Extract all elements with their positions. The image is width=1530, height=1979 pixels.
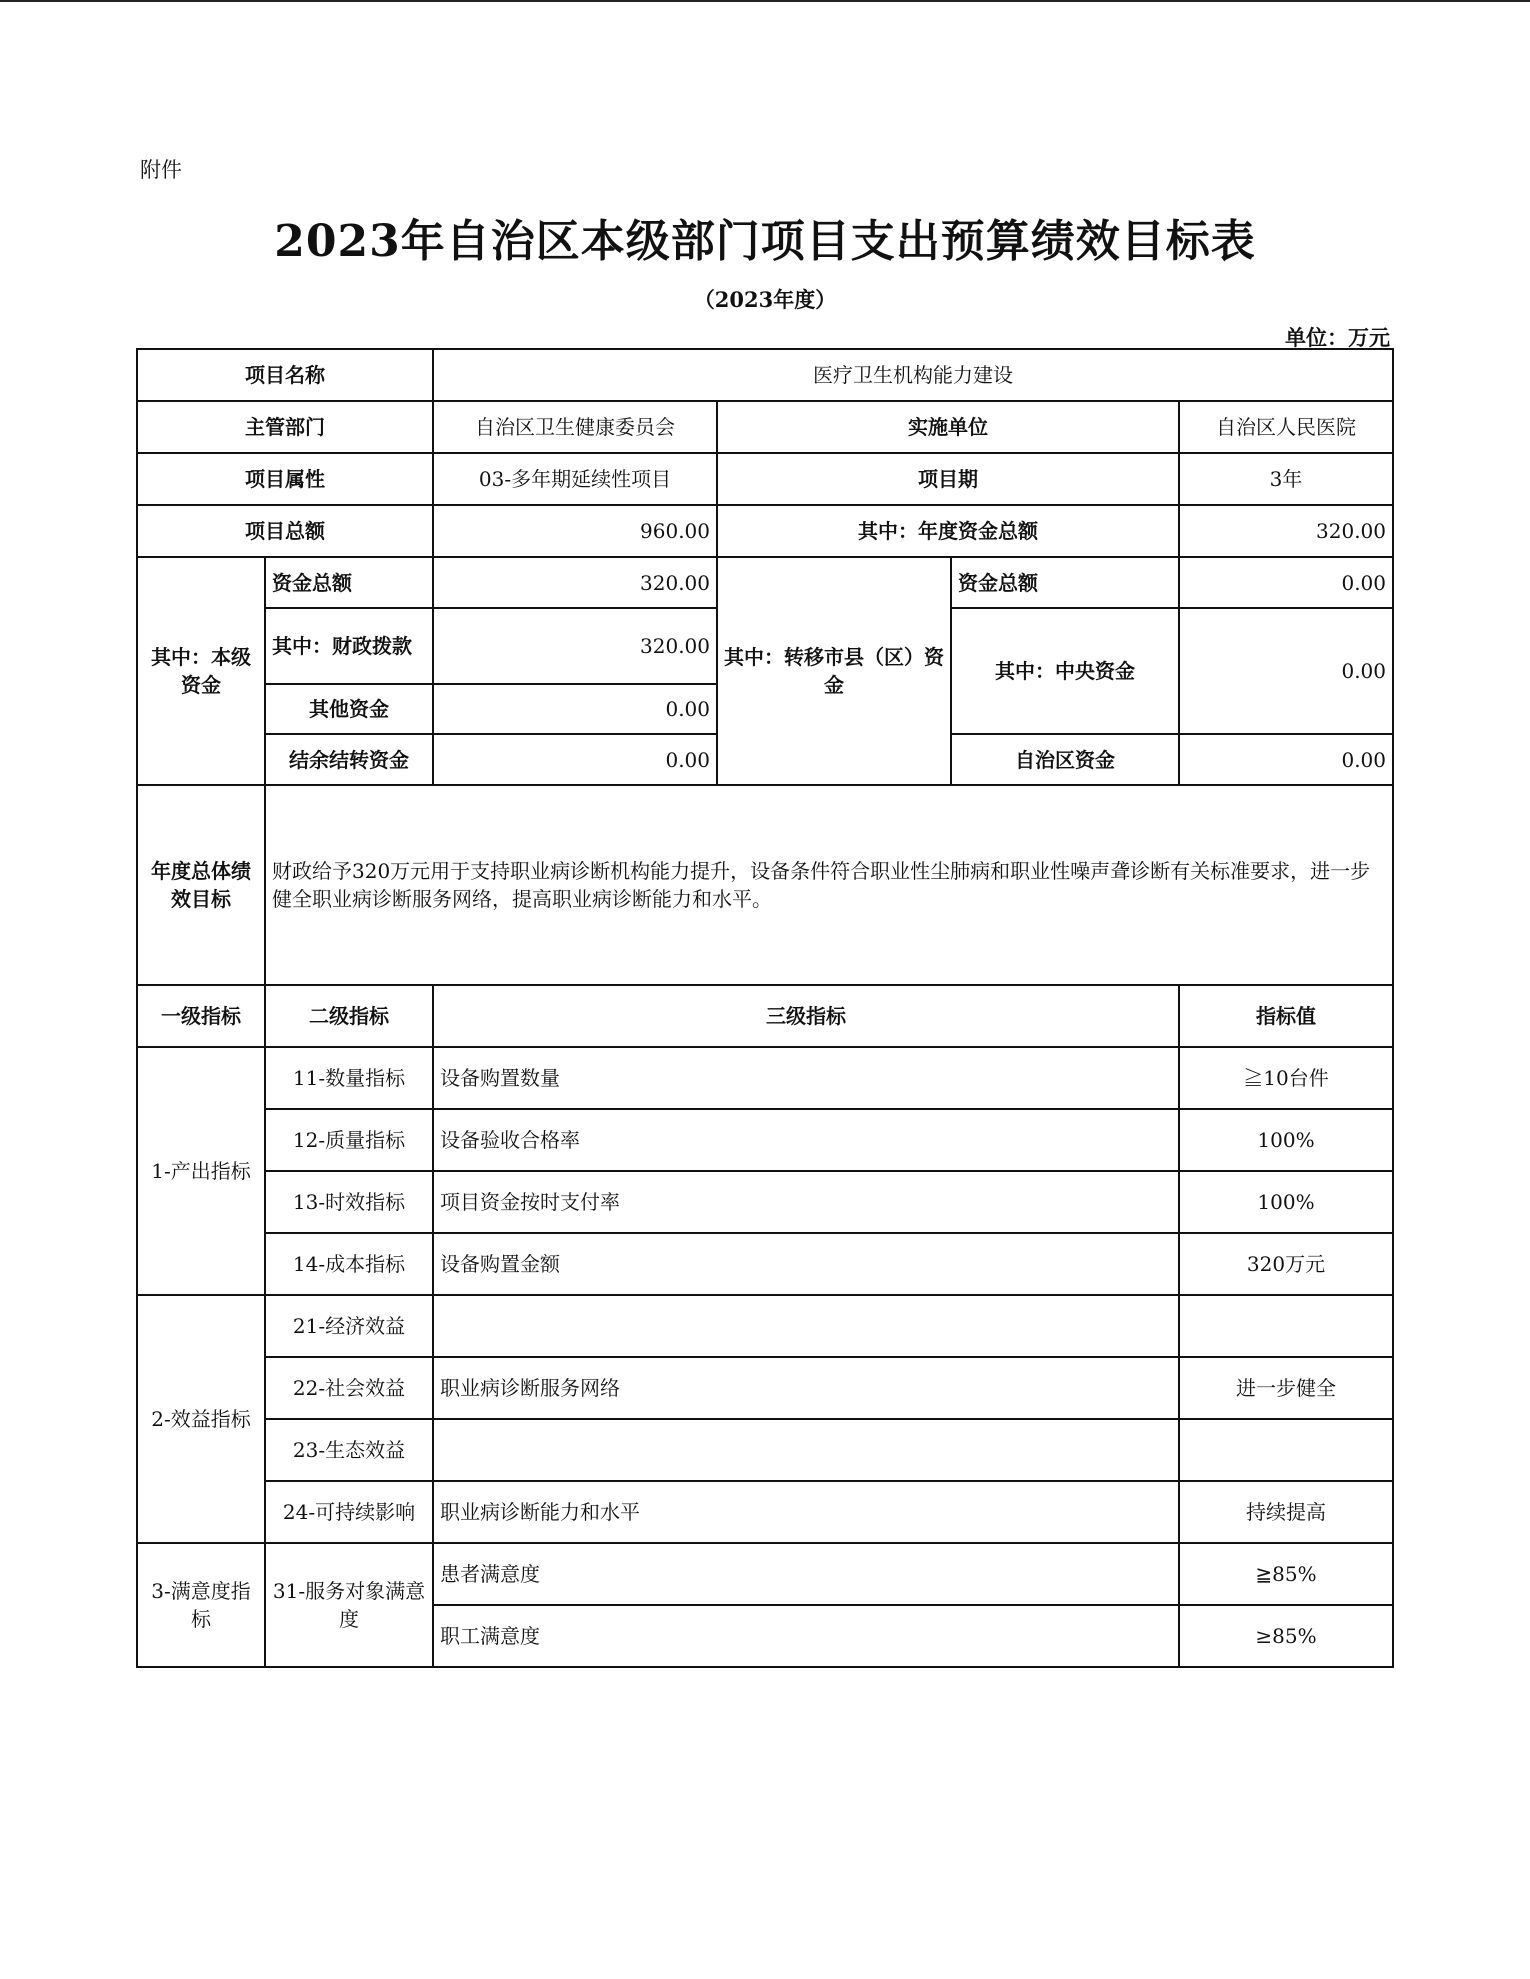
transfer-total-value: 0.00: [1179, 557, 1393, 608]
level2-cell: 13-时效指标: [265, 1171, 433, 1233]
row-attribute: [137, 453, 1393, 505]
level2-cell: 24-可持续影响: [265, 1481, 433, 1543]
row-funds-1: [137, 557, 1393, 608]
level1-header: 一级指标: [137, 985, 265, 1047]
benefit-indicator-label: 2-效益指标: [137, 1295, 265, 1543]
annual-goal-text: 财政给予320万元用于支持职业病诊断机构能力提升，设备条件符合职业性尘肺病和职业性噪声聋诊断有关标准要求，进一步健全职业病诊断服务网络，提高职业病诊断能力和水平。: [265, 785, 1393, 985]
indicator-header-row: [137, 985, 1393, 1047]
attr-label: 项目属性: [137, 453, 433, 505]
level2-cell: 23-生态效益: [265, 1419, 433, 1481]
table-row: [137, 1233, 1393, 1295]
row-annual-goal: [137, 785, 1393, 985]
level3-cell: 项目资金按时支付率: [433, 1171, 1179, 1233]
carryover-label: 结余结转资金: [265, 734, 433, 785]
level3-cell: 设备购置金额: [433, 1233, 1179, 1295]
satisfaction-indicator-label: 3-满意度指标: [137, 1543, 265, 1667]
value-cell: 320万元: [1179, 1233, 1393, 1295]
value-cell: [1179, 1419, 1393, 1481]
annual-label: 其中：年度资金总额: [717, 505, 1179, 557]
attachment-label: 附件: [140, 158, 182, 182]
impl-value: 自治区人民医院: [1179, 401, 1393, 453]
level3-cell: 患者满意度: [433, 1543, 1179, 1605]
impl-label: 实施单位: [717, 401, 1179, 453]
level3-cell: 设备验收合格率: [433, 1109, 1179, 1171]
transfer-funds-group-label: 其中：转移市县（区）资金: [717, 557, 951, 785]
local-total-value: 320.00: [433, 557, 717, 608]
year-subtitle: （2023年度）: [693, 287, 837, 312]
value-cell: 100%: [1179, 1171, 1393, 1233]
level2-cell: 22-社会效益: [265, 1357, 433, 1419]
central-label: 其中：中央资金: [951, 608, 1179, 734]
level3-header: 三级指标: [433, 985, 1179, 1047]
project-name-label: 项目名称: [137, 349, 433, 401]
value-header: 指标值: [1179, 985, 1393, 1047]
attr-value: 03-多年期延续性项目: [433, 453, 717, 505]
value-cell: 100%: [1179, 1109, 1393, 1171]
value-cell: [1179, 1295, 1393, 1357]
fiscal-value: 320.00: [433, 608, 717, 684]
level3-cell: 职工满意度: [433, 1605, 1179, 1667]
other-funds-value: 0.00: [433, 684, 717, 734]
dept-label: 主管部门: [137, 401, 433, 453]
other-funds-label: 其他资金: [265, 684, 433, 734]
page-title: 2023年自治区本级部门项目支出预算绩效目标表: [274, 216, 1256, 267]
level3-cell: 设备购置数量: [433, 1047, 1179, 1109]
value-cell: ≧10台件: [1179, 1047, 1393, 1109]
region-funds-label: 自治区资金: [951, 734, 1179, 785]
transfer-total-label: 资金总额: [951, 557, 1179, 608]
table-row: [137, 1047, 1393, 1109]
level2-cell: 21-经济效益: [265, 1295, 433, 1357]
local-total-label: 资金总额: [265, 557, 433, 608]
annual-goal-label: 年度总体绩效目标: [137, 785, 265, 985]
table-row: [137, 1543, 1393, 1605]
region-funds-value: 0.00: [1179, 734, 1393, 785]
value-cell: 持续提高: [1179, 1481, 1393, 1543]
table-row: [137, 1481, 1393, 1543]
level3-cell: 职业病诊断能力和水平: [433, 1481, 1179, 1543]
period-value: 3年: [1179, 453, 1393, 505]
output-indicator-label: 1-产出指标: [137, 1047, 265, 1295]
table-row: [137, 1419, 1393, 1481]
table-row: [137, 1295, 1393, 1357]
table-row: [137, 1171, 1393, 1233]
table-row: [137, 1357, 1393, 1419]
dept-value: 自治区卫生健康委员会: [433, 401, 717, 453]
level2-cell: 12-质量指标: [265, 1109, 433, 1171]
row-project-name: [137, 349, 1393, 401]
period-label: 项目期: [717, 453, 1179, 505]
unit-label: 单位：万元: [1285, 326, 1390, 350]
level3-cell: 职业病诊断服务网络: [433, 1357, 1179, 1419]
row-department: [137, 401, 1393, 453]
level2-cell: 31-服务对象满意度: [265, 1543, 433, 1667]
total-label: 项目总额: [137, 505, 433, 557]
value-cell: ≥85%: [1179, 1605, 1393, 1667]
value-cell: ≧85%: [1179, 1543, 1393, 1605]
value-cell: 进一步健全: [1179, 1357, 1393, 1419]
carryover-value: 0.00: [433, 734, 717, 785]
table-row: [137, 1109, 1393, 1171]
total-value: 960.00: [433, 505, 717, 557]
fiscal-label: 其中：财政拨款: [265, 608, 433, 684]
level3-cell: [433, 1419, 1179, 1481]
row-total: [137, 505, 1393, 557]
local-funds-group-label: 其中：本级资金: [137, 557, 265, 785]
level2-header: 二级指标: [265, 985, 433, 1047]
level2-cell: 14-成本指标: [265, 1233, 433, 1295]
top-border-line: [0, 0, 1530, 2]
level3-cell: [433, 1295, 1179, 1357]
annual-value: 320.00: [1179, 505, 1393, 557]
level2-cell: 11-数量指标: [265, 1047, 433, 1109]
project-name-value: 医疗卫生机构能力建设: [433, 349, 1393, 401]
performance-target-table: [136, 348, 1394, 1668]
central-value: 0.00: [1179, 608, 1393, 734]
